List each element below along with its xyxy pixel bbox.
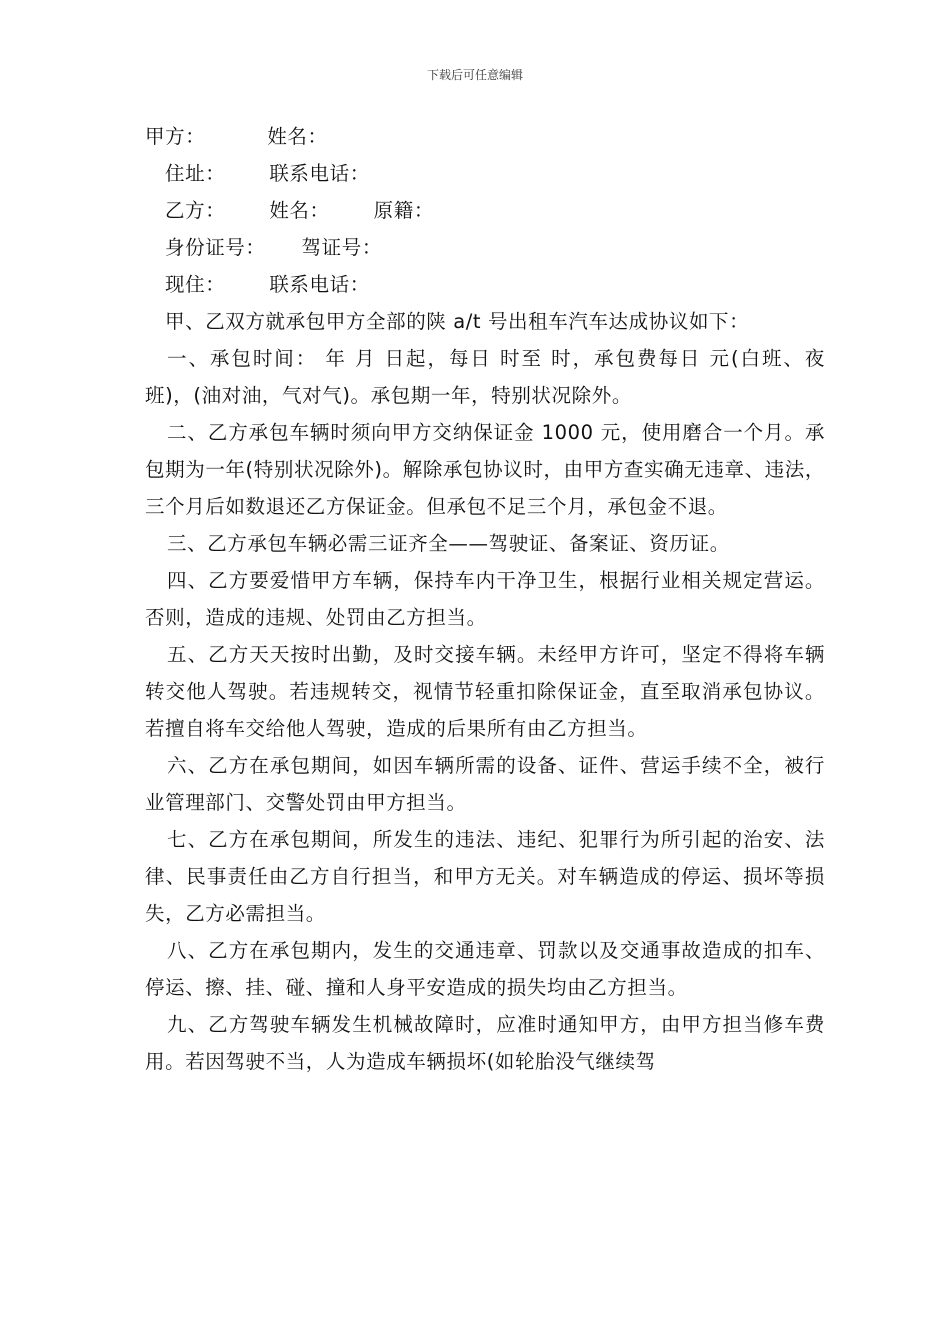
party-b-phone-label: 联系电话： xyxy=(269,273,370,296)
party-b-id-line xyxy=(145,229,825,266)
party-a-line xyxy=(145,118,825,155)
clause-3: 三、乙方承包车辆必需三证齐全——驾驶证、备案证、资历证。 xyxy=(167,532,730,555)
party-b-residence-line xyxy=(145,266,825,303)
clause-6: 六、乙方在承包期间，如因车辆所需的设备、证件、营运手续不全，被行业管理部门、交警处罚由甲方担当。 xyxy=(145,754,825,814)
party-a-address-label: 住址： xyxy=(165,162,226,185)
party-a-address-line xyxy=(145,155,825,192)
party-a-name-label: 姓名： xyxy=(267,125,328,148)
party-b-residence-label: 现住： xyxy=(165,273,226,296)
clause-4: 四、乙方要爱惜甲方车辆，保持车内干净卫生，根据行业相关规定营运。否则，造成的违规、处罚由乙方担当。 xyxy=(145,569,825,629)
party-b-name-label: 姓名： xyxy=(269,199,330,222)
page-header: 下载后可任意编辑 xyxy=(426,68,523,82)
clause-2: 二、乙方承包车辆时须向甲方交纳保证金 1000 元，使用磨合一个月。承包期为一年(特别状况除外)。解除承包协议时，由甲方查实确无违章、违法，三个月后如数退还乙方保证金。但承包不足三个月，承包金不退。 xyxy=(145,421,825,518)
clause-8: 八、乙方在承包期内，发生的交通违章、罚款以及交通事故造成的扣车、停运、擦、挂、碰、撞和人身平安造成的损失均由乙方担当。 xyxy=(145,939,825,999)
party-a-phone-label: 联系电话： xyxy=(269,162,370,185)
clause-1: 一、承包时间： 年 月 日起，每日 时至 时，承包费每日 元(白班、夜班)，(油对油，气对气)。承包期一年，特别状况除外。 xyxy=(145,347,825,407)
party-b-label: 乙方： xyxy=(165,199,226,222)
document-body xyxy=(145,118,825,1080)
clause-7: 七、乙方在承包期间，所发生的违法、违纪、犯罪行为所引起的治安、法律、民事责任由乙方自行担当，和甲方无关。对车辆造成的停运、损坏等损失，乙方必需担当。 xyxy=(145,828,825,925)
party-b-license-label: 驾证号： xyxy=(301,236,382,259)
clause-9: 九、乙方驾驶车辆发生机械故障时，应准时通知甲方，由甲方担当修车费用。若因驾驶不当，人为造成车辆损坏(如轮胎没气继续驾 xyxy=(145,1013,825,1073)
party-b-line xyxy=(145,192,825,229)
agreement-intro: 甲、乙双方就承包甲方全部的陕 a/t 号出租车汽车达成协议如下： xyxy=(165,310,750,333)
party-b-id-label: 身份证号： xyxy=(165,236,266,259)
clause-5: 五、乙方天天按时出勤，及时交接车辆。未经甲方许可，坚定不得将车辆转交他人驾驶。若违规转交，视情节轻重扣除保证金，直至取消承包协议。若擅自将车交给他人驾驶，造成的后果所有由乙方担当。 xyxy=(145,643,825,740)
party-a-label: 甲方： xyxy=(145,125,206,148)
party-b-origin-label: 原籍： xyxy=(373,199,434,222)
